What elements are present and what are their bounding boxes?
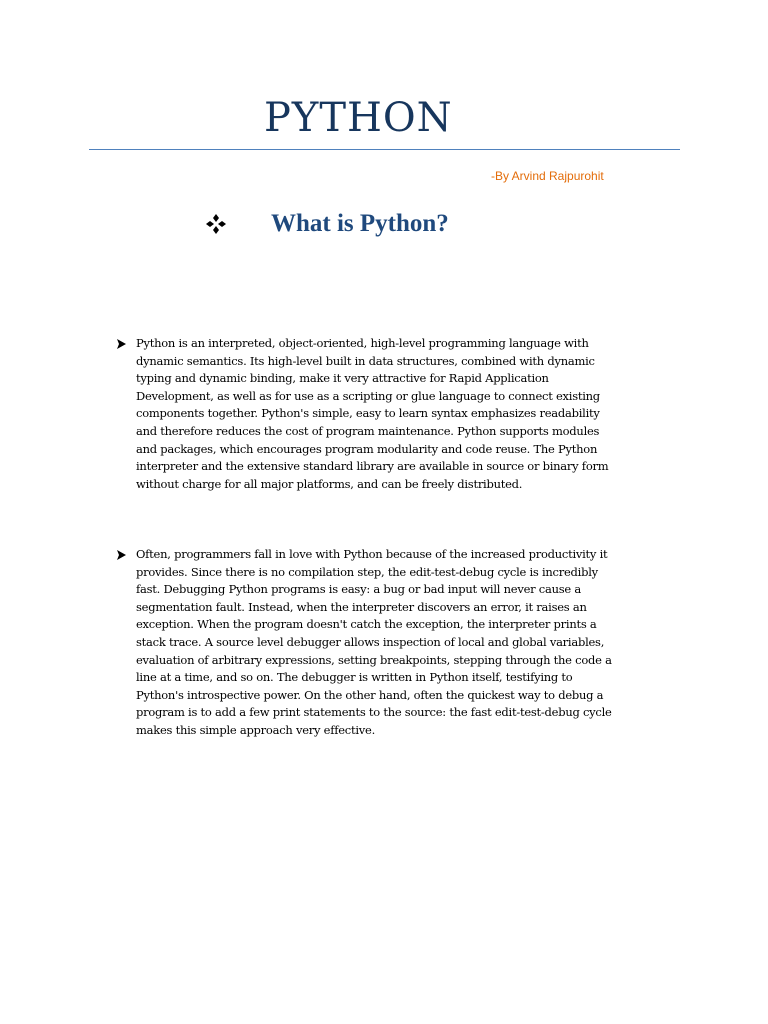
arrowhead-bullet-icon bbox=[116, 550, 126, 560]
section-heading-row bbox=[205, 206, 449, 242]
section-heading: What is Python? bbox=[271, 210, 449, 237]
text-line: dynamic semantics. Its high-level built in data structures, combined with dynamic bbox=[136, 353, 595, 368]
text-line: and therefore reduces the cost of program maintenance. Python supports modules bbox=[136, 423, 600, 438]
text-line: Python's introspective power. On the other hand, often the quickest way to debug a bbox=[136, 687, 604, 702]
text-line: components together. Python's simple, easy to learn syntax emphasizes readability bbox=[136, 406, 600, 421]
text-line: interpreter and the extensive standard library are available in source or binary form bbox=[136, 459, 609, 474]
text-line: segmentation fault. Instead, when the interpreter discovers an error, it raises an bbox=[136, 599, 587, 614]
text-line: Development, as well as for use as a scripting or glue language to connect existing bbox=[136, 388, 600, 403]
text-line: typing and dynamic binding, make it very attractive for Rapid Application bbox=[136, 371, 549, 386]
four-diamond-icon bbox=[205, 213, 227, 235]
document-title: PYTHON bbox=[264, 95, 453, 141]
text-line: Python is an interpreted, object-oriented, high-level programming language with bbox=[136, 336, 589, 350]
text-line: line at a time, and so on. The debugger is written in Python itself, testifying to bbox=[136, 670, 573, 685]
text-line: and packages, which encourages program modularity and code reuse. The Python bbox=[136, 441, 598, 456]
title-divider bbox=[89, 149, 680, 150]
text-line: without charge for all major platforms, and can be freely distributed. bbox=[136, 476, 523, 491]
paragraph-productivity bbox=[136, 546, 686, 740]
text-line: fast. Debugging Python programs is easy: a bug or bad input will never cause a bbox=[136, 582, 581, 597]
author-byline: -By Arvind Rajpurohit bbox=[491, 169, 604, 183]
arrowhead-bullet-icon bbox=[116, 339, 126, 349]
paragraph-what-is-python bbox=[136, 335, 686, 493]
text-line: exception. When the program doesn't catch the exception, the interpreter prints a bbox=[136, 617, 597, 632]
text-line: makes this simple approach very effective. bbox=[136, 722, 375, 737]
text-line: stack trace. A source level debugger allows inspection of local and global variables, bbox=[136, 634, 605, 649]
text-line: Often, programmers fall in love with Python because of the increased productivity it bbox=[136, 547, 608, 561]
text-line: program is to add a few print statements to the source: the fast edit-test-debug cycle bbox=[136, 705, 612, 720]
text-line: evaluation of arbitrary expressions, setting breakpoints, stepping through the code a bbox=[136, 652, 612, 667]
text-line: provides. Since there is no compilation step, the edit-test-debug cycle is incredibly bbox=[136, 564, 598, 579]
